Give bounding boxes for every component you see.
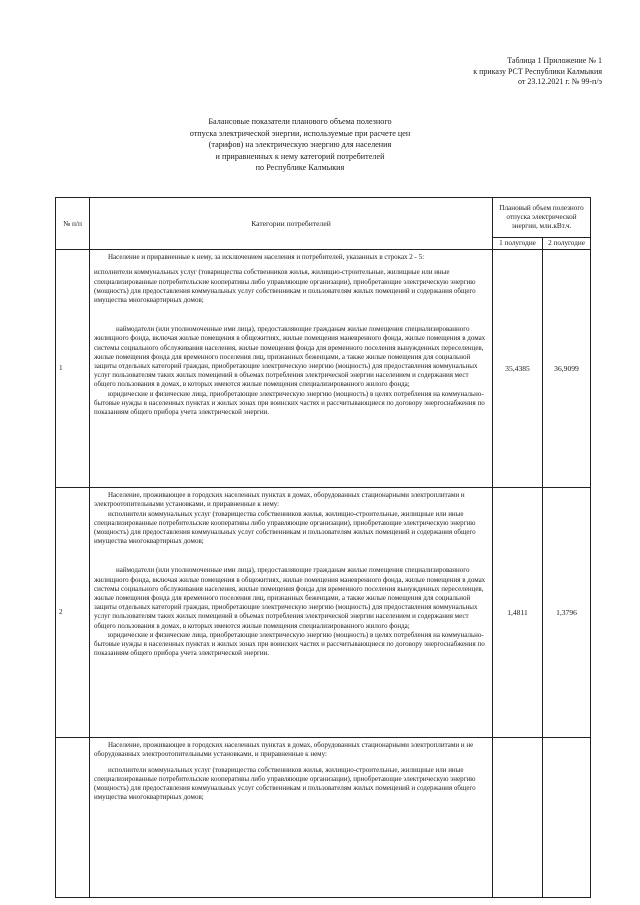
header-number: № п/п [56, 198, 90, 250]
title-line: (тарифов) на электрическую энергию для населения [208, 140, 392, 149]
header-volume: Плановый объем полезного отпуска электрической энергии, млн.кВт.ч. [493, 198, 591, 238]
category-intro: Население и приравненные к нему, за исключением населения и потребителей, указанных в строках 2 - 5: [108, 253, 425, 262]
title-line: по Республике Калмыкия [255, 163, 345, 172]
category-intro: Население, проживающее в городских населенных пунктах в домах, оборудованных стационарными электроплитами и не оборудованных электроотопительными установками, и приравненные к нему: [94, 741, 474, 759]
row-category [90, 250, 493, 488]
row-number [56, 738, 90, 898]
title-line: и приравненных к нему категорий потребителей [215, 151, 385, 161]
value-half1: 35,4385 [493, 250, 543, 488]
header-half2: 2 полугодие [543, 238, 591, 250]
row-number: 2 [56, 488, 90, 738]
header-half1: 1 полугодие [493, 238, 543, 250]
table-header-row [56, 198, 591, 238]
category-paragraph: наймодатели (или уполномоченные ими лица), предоставляющие гражданам жилые помещения специализированного жилищного фонда, включая жилые помещения в общежитиях, жилые помещения маневренного фонда, жилые помещения в домах системы социального обслуживания населения, жилые помещения фонда для временного поселения вынужденных переселенцев, жилые помещения фонда для временного поселения лиц, признанных беженцами, а также жилые помещения для социальной защиты отдельных категорий граждан, приобретающие электрическую энергию (мощность) для предоставления коммунальных услуг пользователям таких жилых помещений в объемах потребления электрической энергии населением и содержания мест общего пользования в домах, в которых имеются жилые помещения специализированного жилого фонда; [94, 566, 486, 630]
category-paragraph: исполнители коммунальных услуг (товарищества собственников жилья, жилищно-строительные, жилищные или иные специализированные потребительские кооперативы либо управляющие организации), приобретающие электрическую энергию (мощность) для предоставления коммунальных услуг собственникам и пользователям жилых помещений и содержания общего имущества многоквартирных домов; [94, 765, 476, 802]
value-half1 [493, 738, 543, 898]
table-row [56, 738, 591, 898]
category-paragraph: юридические и физические лица, приобретающие электрическую энергию (мощность) в целях потребления на коммунально-бытовые нужды в населенных пунктах и жилых зонах при воинских частях и рассчитывающиеся по договору энергоснабжения по показаниям общего прибора учета электрической энергии. [94, 630, 485, 658]
balance-table [55, 197, 591, 898]
header-line-order: к приказу РСТ Республики Калмыкия [473, 66, 602, 76]
category-paragraph: наймодатели (или уполномоченные ими лица), предоставляющие гражданам жилые помещения специализированного жилищного фонда, включая жилые помещения в общежитиях, жилые помещения маневренного фонда, жилые помещения в домах системы социального обслуживания населения, жилые помещения фонда для временного поселения вынужденных переселенцев, жилые помещения фонда для временного поселения лиц, признанных беженцами, а также жилые помещения для социальной защиты отдельных категорий граждан, приобретающие электрическую энергию (мощность) для предоставления коммунальных услуг пользователям таких жилых помещений в объемах потребления электрической энергии населением и содержания мест общего пользования в домах, в которых имеются жилые помещения специализированного жилого фонда; [94, 325, 486, 389]
value-half2: 1,3796 [543, 488, 591, 738]
row-number: 1 [56, 250, 90, 488]
title-line: Балансовые показатели планового объема полезного [208, 117, 392, 126]
document-header [372, 56, 602, 88]
category-paragraph: исполнители коммунальных услуг (товарищества собственников жилья, жилищно-строительные, жилищные или иные специализированные потребительские кооперативы либо управляющие организации), приобретающие электрическую энергию (мощность) для предоставления коммунальных услуг собственникам и пользователям жилых помещений и содержания общего имущества многоквартирных домов; [94, 268, 476, 305]
row-category [90, 738, 493, 898]
category-intro: Население, проживающее в городских населенных пунктах в домах, оборудованных стационарными электроплитами и электроотопительными установками, и приравненные к нему: [94, 491, 465, 509]
title-line: отпуска электрической энергии, используемые при расчете цен [189, 128, 411, 138]
table-row [56, 250, 591, 488]
category-paragraph: исполнители коммунальных услуг (товарищества собственников жилья, жилищно-строительные, жилищные или иные специализированные потребительские кооперативы либо управляющие организации), приобретающие электрическую энергию (мощность) для предоставления коммунальных услуг собственникам и пользователям жилых помещений и содержания общего имущества многоквартирных домов; [94, 509, 476, 546]
header-line-table: Таблица 1 Приложение № 1 [507, 56, 602, 65]
header-category: Категории потребителей [90, 198, 493, 250]
table-row [56, 488, 591, 738]
value-half2: 36,9099 [543, 250, 591, 488]
value-half1: 1,4811 [493, 488, 543, 738]
document-title [150, 116, 450, 174]
header-line-date: от 23.12.2021 г. № 99-п/э [517, 77, 602, 86]
value-half2 [543, 738, 591, 898]
category-paragraph: юридические и физические лица, приобретающие электрическую энергию (мощность) в целях потребления на коммунально-бытовые нужды в населенных пунктах и жилых зонах при воинских частях и рассчитывающиеся по договору энергоснабжения по показаниям общего прибора учета электрической энергии. [94, 389, 485, 417]
row-category [90, 488, 493, 738]
